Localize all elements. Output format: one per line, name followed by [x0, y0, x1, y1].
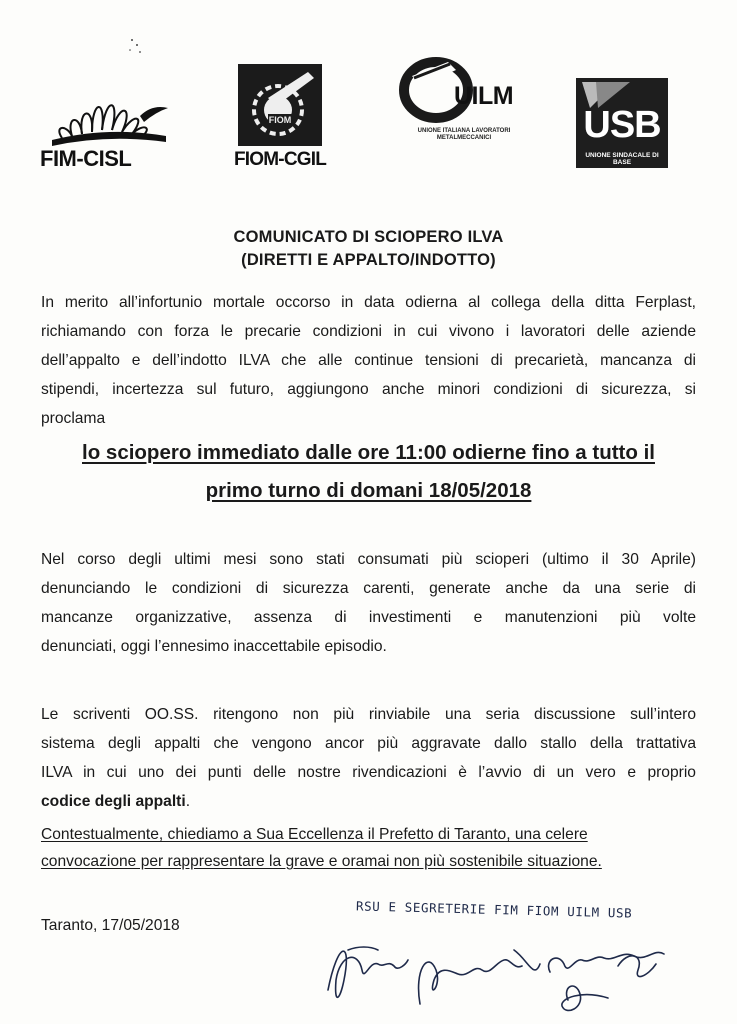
paragraph-demands [41, 700, 696, 816]
text-line: Nel corso degli ultimi mesi sono stati consumati più scioperi (ultimo il 30 Aprile) [41, 551, 696, 568]
gear-hammer-icon [238, 64, 322, 146]
text-line: proclama [41, 410, 106, 427]
text-line: dell’appalto e dell’indotto ILVA che alle continue tensioni di precarietà, mancanza di [41, 352, 696, 369]
text-line: denunciati, oggi l’ennesimo inaccettabile episodio. [41, 638, 387, 655]
paragraph-intro [41, 288, 696, 433]
flower-icon [48, 86, 172, 146]
fiom-cgil-label: FIOM-CGIL [234, 149, 327, 170]
handwritten-signatures [318, 920, 698, 1024]
uilm-subtitle: UNIONE ITALIANA LAVORATORI METALMECCANICI [417, 128, 511, 141]
usb-logo [576, 78, 668, 168]
fiom-emblem [238, 64, 322, 146]
paragraph-context [41, 545, 696, 661]
strike-announcement-line-2: primo turno di domani 18/05/2018 [205, 479, 532, 502]
fiom-cgil-logo [234, 64, 326, 170]
scan-speck [128, 36, 144, 56]
uilm-label: UILM [454, 82, 514, 110]
text-line: Le scriventi OO.SS. ritengono non più rinviabile una seria discussione sull’intero [41, 706, 696, 723]
usb-label: USB [583, 104, 661, 146]
text-line: sistema degli appalti che vengono ancor più aggravate dallo stallo della trattativa [41, 735, 696, 752]
document-date: Taranto, 17/05/2018 [41, 917, 180, 934]
period: . [185, 793, 191, 810]
text-line: denunciando le condizioni di sicurezza carenti, generate anche da una serie di [41, 580, 696, 597]
fiom-box-text: FIOM [268, 115, 292, 125]
fim-cisl-label: FIM-CISL [40, 146, 132, 171]
underlined-line: convocazione per rappresentare la grave e oramai non più sostenibile situazione. [41, 853, 602, 870]
fim-cisl-logo [40, 86, 172, 172]
text-line: stipendi, incertezza sul futuro, aggiungono anche minori condizioni di sicurezza, si [41, 381, 696, 398]
underlined-line: Contestualmente, chiediamo a Sua Eccellenza il Prefetto di Taranto, una celere [41, 826, 588, 843]
text-line: richiamando con forza le precarie condizioni in cui vivono i lavoratori delle aziende [41, 323, 696, 340]
paragraph-prefect-request [41, 821, 696, 875]
strike-announcement-line-1: lo sciopero immediato dalle ore 11:00 odierne fino a tutto il [82, 441, 655, 464]
text-line [41, 787, 696, 816]
handwritten-signatories-note: RSU E SEGRETERIE FIM FIOM UILM USB [355, 898, 633, 921]
document-subtitle: (DIRETTI E APPALTO/INDOTTO) [241, 251, 496, 269]
usb-subtitle: UNIONE SINDACALE DI BASE [585, 152, 659, 166]
bold-phrase: codice degli appalti [41, 793, 186, 810]
text-line: ILVA in cui uno dei punti delle nostre rivendicazioni è l’avvio di un vero e proprio [41, 764, 696, 781]
document-title: COMUNICATO DI SCIOPERO ILVA [233, 228, 504, 246]
uilm-logo [398, 56, 516, 148]
text-line: In merito all’infortunio mortale occorso in data odierna al collega della ditta Ferplast, [41, 294, 696, 311]
text-line: mancanze organizzative, assenza di investimenti e manutenzioni più volte [41, 609, 696, 626]
